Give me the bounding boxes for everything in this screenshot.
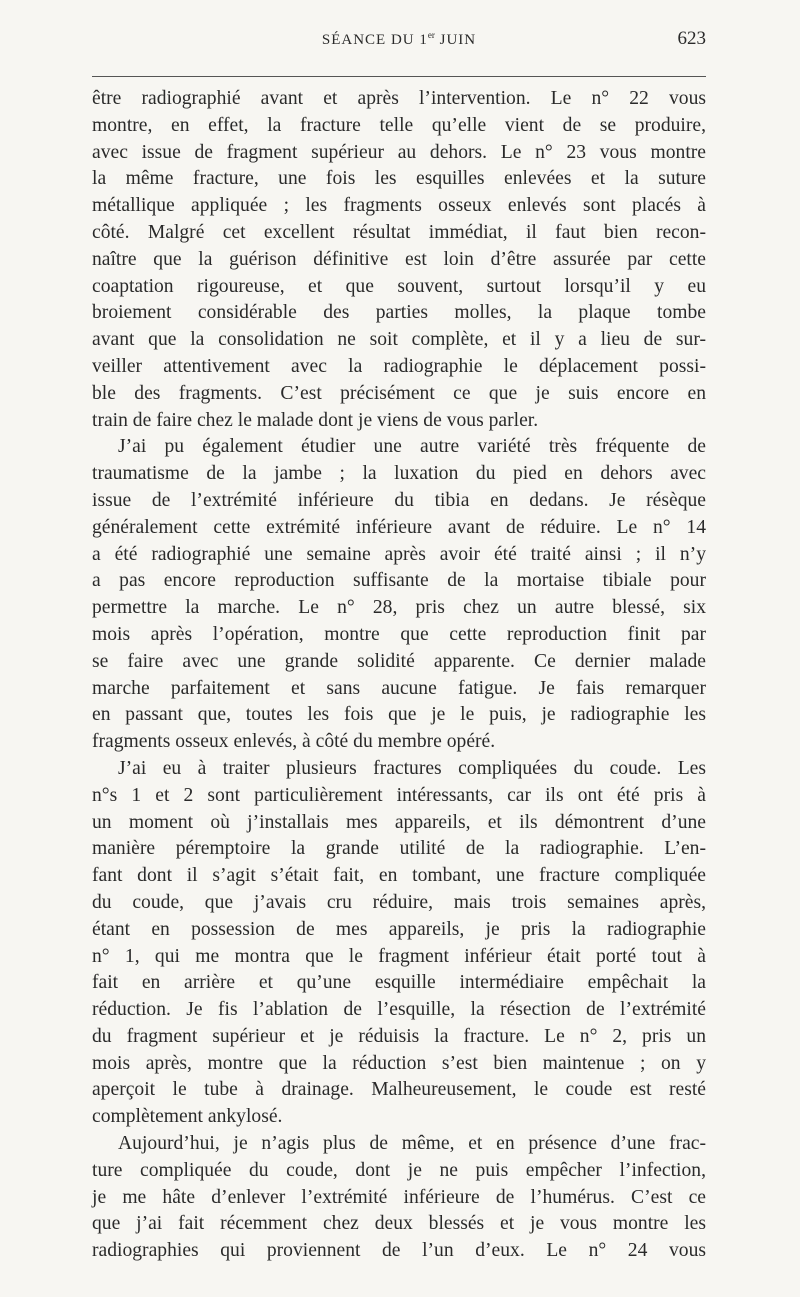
text-line: du coude, que j’avais cru réduire, mais trois semaines après,: [92, 891, 706, 913]
body-text: [92, 86, 706, 1265]
text-line: avant que la consolidation ne soit complète, et il y a lieu de sur-: [92, 329, 706, 351]
text-line: complètement ankylosé.: [92, 1106, 283, 1128]
text-line: fait en arrière et qu’une esquille intermédiaire empêchait la: [92, 972, 706, 994]
text-line: broiement considérable des parties molles, la plaque tombe: [92, 302, 706, 324]
text-line: J’ai pu également étudier une autre variété très fréquente de: [118, 436, 706, 458]
text-line: généralement cette extrémité inférieure avant de réduire. Le n° 14: [92, 516, 706, 538]
text-line: un moment où j’installais mes appareils, et ils démontrent d’une: [92, 811, 706, 833]
text-line: n° 1, qui me montra que le fragment inférieur était porté tout à: [92, 945, 706, 967]
text-line: fragments osseux enlevés, à côté du membre opéré.: [92, 731, 496, 753]
text-line: du fragment supérieur et je réduisis la fracture. Le n° 2, pris un: [92, 1025, 706, 1047]
text-line: côté. Malgré cet excellent résultat immédiat, il faut bien recon-: [92, 221, 706, 243]
text-line: la même fracture, une fois les esquilles enlevées et la suture: [92, 168, 706, 190]
text-line: avec issue de fragment supérieur au dehors. Le n° 23 vous montre: [92, 141, 706, 163]
text-line: radiographies qui proviennent de l’un d’eux. Le n° 24 vous: [92, 1240, 706, 1262]
header-title-sup: er: [427, 30, 435, 40]
text-line: veiller attentivement avec la radiographie le déplacement possi-: [92, 355, 706, 377]
text-line: train de faire chez le malade dont je viens de vous parler.: [92, 409, 539, 431]
text-line: marche parfaitement et sans aucune fatigue. Je fais remarquer: [92, 677, 706, 699]
text-line: mois après, montre que la réduction s’est bien maintenue ; on y: [92, 1052, 706, 1074]
text-line: ture compliquée du coude, dont je ne puis empêcher l’infection,: [92, 1159, 706, 1181]
text-line: a été radiographié une semaine après avoir été traité ainsi ; il n’y: [92, 543, 706, 565]
page-number: 623: [677, 28, 706, 49]
text-line: réduction. Je fis l’ablation de l’esquille, la résection de l’extrémité: [92, 999, 706, 1021]
text-line: traumatisme de la jambe ; la luxation du pied en dehors avec: [92, 463, 706, 485]
text-line: en passant que, toutes les fois que je le puis, je radiographie les: [92, 704, 706, 726]
text-line: permettre la marche. Le n° 28, pris chez un autre blessé, six: [92, 597, 706, 619]
header-title-post: JUIN: [434, 32, 477, 48]
text-line: naître que la guérison définitive est loin d’être assurée par cette: [92, 248, 706, 270]
text-line: J’ai eu à traiter plusieurs fractures compliquées du coude. Les: [118, 757, 706, 779]
text-line: étant en possession de mes appareils, je pris la radiographie: [92, 918, 706, 940]
text-line: mois après l’opération, montre que cette reproduction finit par: [92, 623, 706, 645]
text-line: Aujourd’hui, je n’agis plus de même, et en présence d’une frac-: [118, 1133, 706, 1155]
text-line: fant dont il s’agit s’était fait, en tombant, une fracture compliquée: [92, 865, 706, 887]
text-line: coaptation rigoureuse, et que souvent, surtout lorsqu’il y eu: [92, 275, 706, 297]
text-line: ble des fragments. C’est précisément ce que je suis encore en: [92, 382, 706, 404]
text-line: manière péremptoire la grande utilité de la radiographie. L’en-: [92, 838, 706, 860]
text-line: se faire avec une grande solidité apparente. Ce dernier malade: [92, 650, 706, 672]
text-line: issue de l’extrémité inférieure du tibia en dedans. Je résèque: [92, 489, 706, 511]
text-line: métallique appliquée ; les fragments osseux enlevés sont placés à: [92, 195, 706, 217]
text-line: n°s 1 et 2 sont particulièrement intéressants, car ils ont été pris à: [92, 784, 706, 806]
header-title-pre: SÉANCE DU 1: [321, 32, 428, 48]
text-line: être radiographié avant et après l’intervention. Le n° 22 vous: [92, 88, 706, 109]
text-line: montre, en effet, la fracture telle qu’elle vient de se produire,: [92, 114, 706, 136]
text-line: que j’ai fait récemment chez deux blessés et je vous montre les: [92, 1213, 706, 1235]
text-line: aperçoit le tube à drainage. Malheureusement, le coude est resté: [92, 1079, 706, 1101]
header-rule: [92, 76, 706, 77]
text-line: a pas encore reproduction suffisante de la mortaise tibiale pour: [92, 570, 706, 592]
header-title: [92, 30, 706, 49]
text-line: je me hâte d’enlever l’extrémité inférieure de l’humérus. C’est ce: [92, 1186, 706, 1208]
running-header: [92, 30, 706, 60]
